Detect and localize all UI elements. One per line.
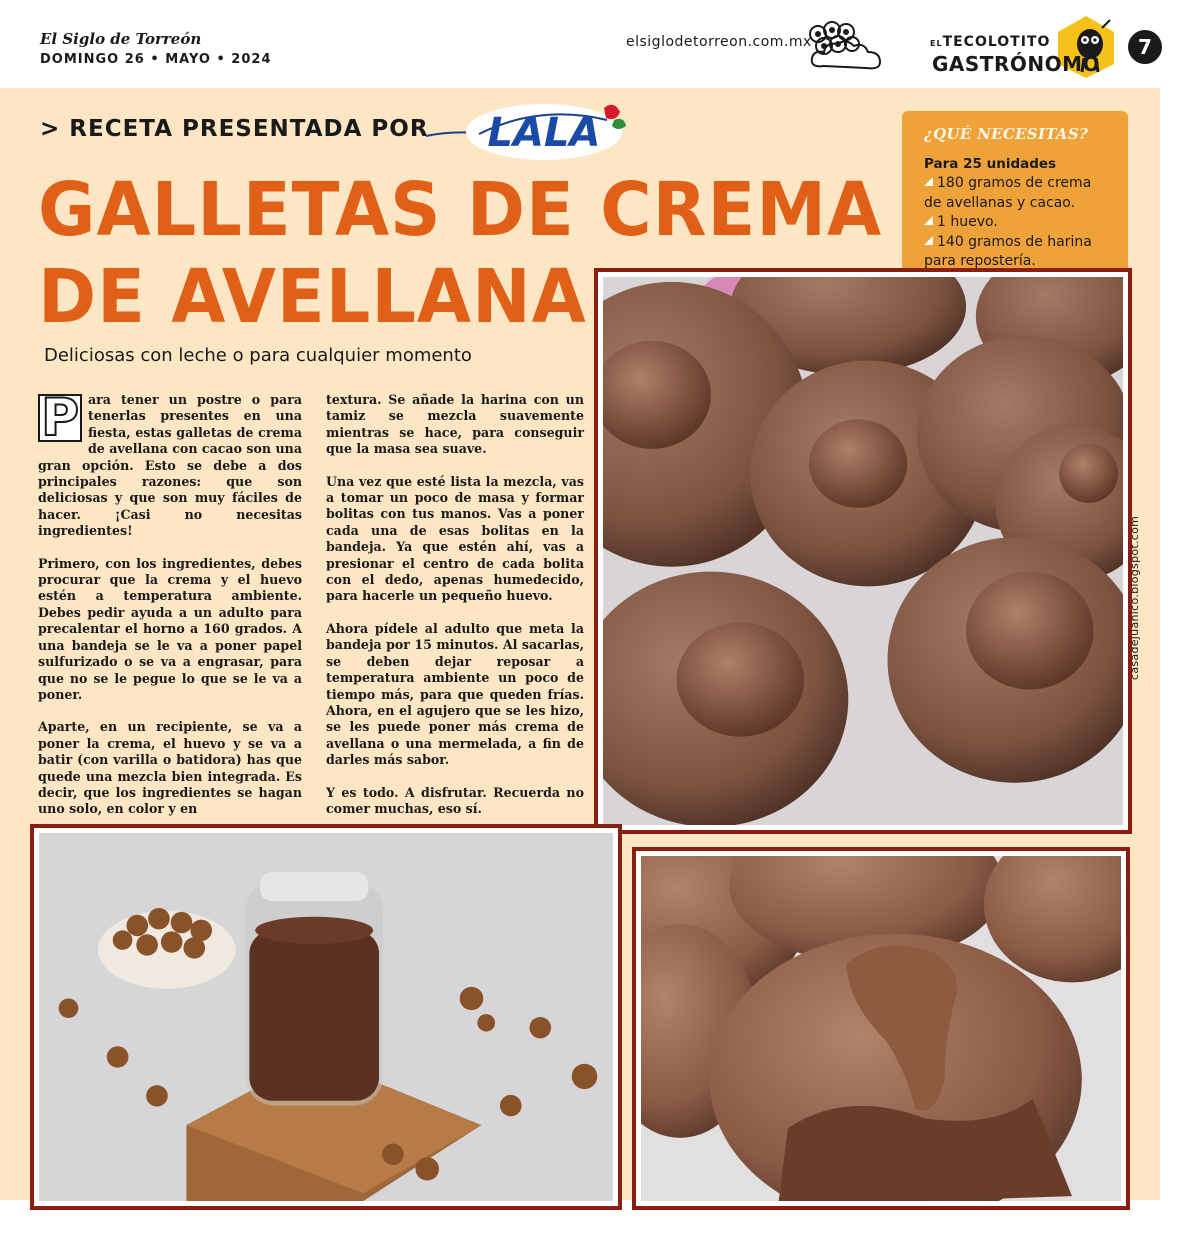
article-column-1	[38, 388, 302, 834]
paragraph: Ahora pídele al adulto que meta la bandeja por 15 minutos. Al sacarlas, se deben dejar reposar a temperatura ambiente un poco de tiempo más, para que queden frías. Ahora, en el agujero que se les hizo, se les puede poner más crema de avellana o una mermelada, a fin de darles más sabor.	[326, 620, 584, 768]
photo-credit	[1128, 670, 1141, 680]
masthead: El Siglo de Torreón	[40, 30, 202, 48]
article-subtitle: Deliciosas con leche o para cualquier momento	[44, 345, 472, 366]
presented-by: > RECETA PRESENTADA POR	[40, 116, 429, 142]
brand-main-text: GASTRÓNOMO	[932, 52, 1100, 76]
website-link[interactable]: elsiglodetorreon.com.mx	[626, 34, 812, 50]
doodle-cloud-icon	[804, 20, 900, 78]
paragraph: textura. Se añade la harina con un tamiz se mezcla suavemente mientras se hace, para conseguir que la masa sea suave.	[326, 392, 584, 457]
paragraph: Aparte, en un recipiente, se va a poner la crema, el huevo y se va a batir (con varilla o batidora) has que quede una mezcla bien integrada. Es decir, que los ingredientes se hagan uno solo, en color y en	[38, 719, 302, 817]
paragraph: Una vez que esté lista la mezcla, vas a tomar un poco de masa y formar bolitas con tus manos. Vas a poner cada una de esas bolitas en la bandeja. Ya que estén ahí, vas a presionar el centro de cada bolita con el dedo, apenas humedecido, para hacerle un pequeño huevo.	[326, 473, 584, 604]
article-column-2	[326, 392, 584, 833]
bullet-triangle-icon	[924, 177, 933, 186]
ingredients-units: Para 25 unidades	[924, 156, 1057, 172]
bullet-triangle-icon	[924, 216, 933, 225]
photo-hazelnut-jar	[34, 828, 618, 1206]
paragraph: P ara tener un postre o para tenerlas presentes en una fiesta, estas galletas de crema de avellana con cacao son una gran opción. Esto se debe a dos principales razones: que son deliciosas y que son muy fáciles de hacer. ¡Casi no necesitas ingredientes!	[38, 388, 302, 539]
paragraph: Y es todo. A disfrutar. Recuerda no comer muchas, eso sí.	[326, 784, 584, 816]
list-item: 1 huevo.	[924, 213, 1108, 233]
title-line-2: DE AVELLANA	[38, 252, 587, 340]
list-item: 180 gramos de crema de avellanas y cacao.	[924, 175, 1092, 211]
title-line-1: GALLETAS DE CREMA	[38, 166, 883, 253]
svg-text:LALA: LALA	[487, 110, 601, 156]
photo-cookie-closeup	[636, 851, 1126, 1206]
bullet-triangle-icon	[924, 236, 933, 245]
ingredients-heading: ¿QUÉ NECESITAS?	[924, 125, 1089, 143]
brand-top-text: ELTECOLOTITO	[930, 34, 1051, 50]
paragraph: Primero, con los ingredientes, debes procurar que la crema y el huevo estén a temperatura ambiente. Debes pedir ayuda a un adulto para precalentar el horno a 160 grados. A una bandeja se le va a poner papel sulfurizado o se va a engrasar, para que no se le pegue lo que se le va a poner.	[38, 555, 302, 702]
section-brand	[930, 14, 1120, 80]
photo-cookies	[598, 272, 1128, 830]
page-number: 7	[1128, 30, 1162, 64]
lala-logo	[424, 96, 644, 162]
list-item: 140 gramos de harina para repostería.	[924, 233, 1092, 270]
drop-cap: P	[38, 394, 82, 442]
issue-date: DOMINGO 26 • MAYO • 2024	[40, 52, 272, 67]
